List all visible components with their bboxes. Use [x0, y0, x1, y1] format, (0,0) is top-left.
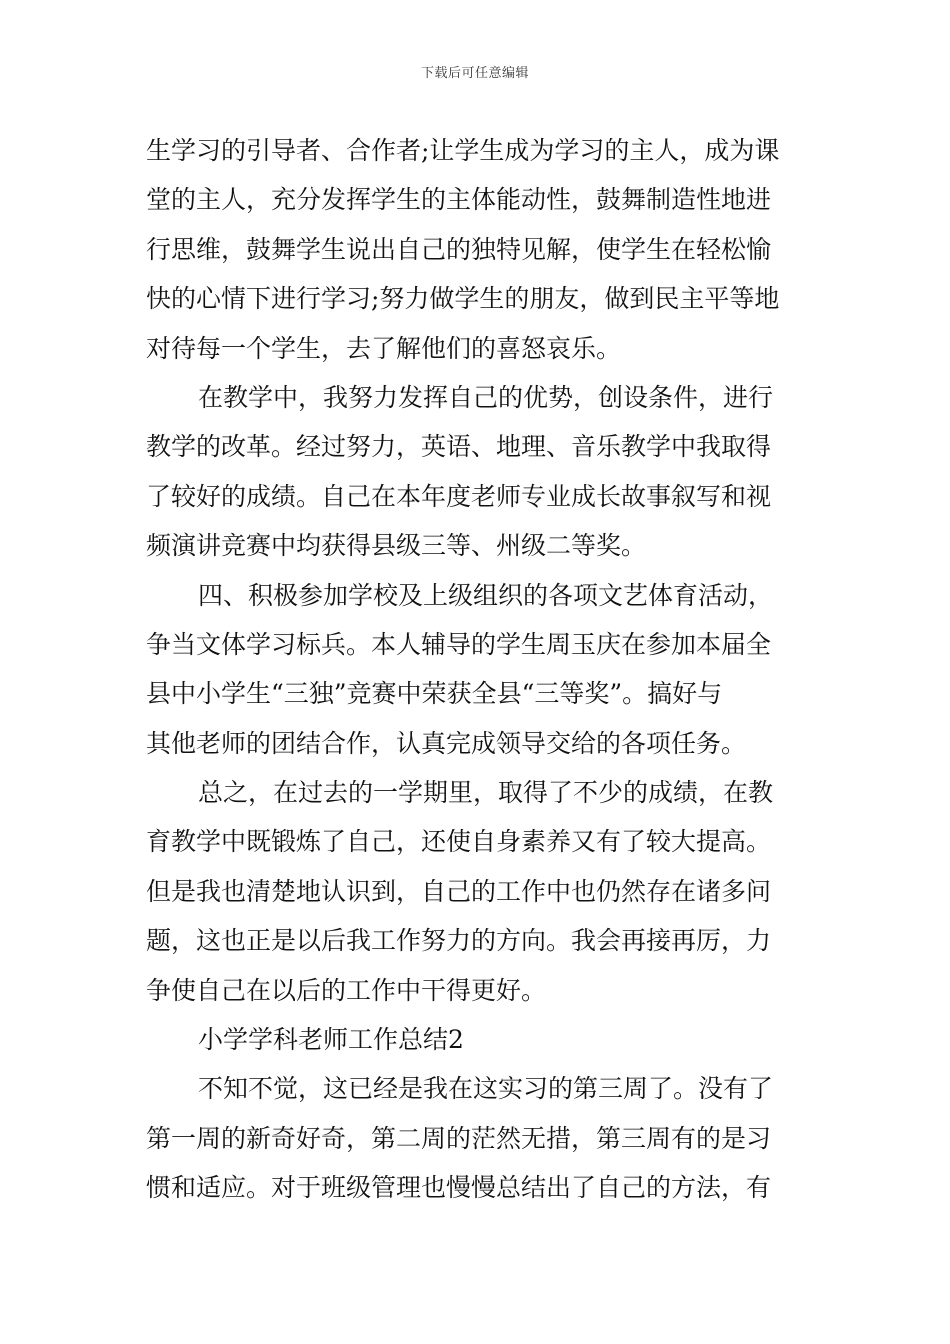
page-header-note: 下载后可任意编辑 — [420, 66, 529, 81]
text-line: 对待每一个学生，去了解他们的喜怒哀乐。 — [146, 333, 622, 363]
text-line: 频演讲竞赛中均获得县级三等、州级二等奖。 — [146, 531, 647, 561]
text-line: 小学学科老师工作总结2 — [198, 1025, 464, 1055]
text-line: 惯和适应。对于班级管理也慢慢总结出了自己的方法，有 — [146, 1173, 772, 1203]
text-line: 育教学中既锻炼了自己，还使自身素养又有了较大提高。 — [146, 827, 772, 857]
text-line: 教学的改革。经过努力，英语、地理、音乐教学中我取得 — [146, 432, 772, 462]
text-line: 了较好的成绩。自己在本年度老师专业成长故事叙写和视 — [146, 481, 772, 511]
text-line: 四、积极参加学校及上级组织的各项文艺体育活动， — [198, 580, 774, 610]
text-line: 快的心情下进行学习;努力做学生的朋友，做到民主平等地 — [146, 284, 780, 314]
document-body — [146, 126, 808, 1213]
text-line: 争使自己在以后的工作中干得更好。 — [146, 975, 547, 1005]
text-line: 总之，在过去的一学期里，取得了不少的成绩，在教 — [198, 778, 774, 808]
text-line: 但是我也清楚地认识到，自己的工作中也仍然存在诸多问 — [146, 876, 772, 906]
text-line: 争当文体学习标兵。本人辅导的学生周玉庆在参加本届全 — [146, 629, 772, 659]
text-line: 堂的主人，充分发挥学生的主体能动性，鼓舞制造性地进 — [146, 185, 772, 215]
text-line: 第一周的新奇好奇，第二周的茫然无措，第三周有的是习 — [146, 1123, 772, 1153]
text-line: 不知不觉，这已经是我在这实习的第三周了。没有了 — [198, 1074, 774, 1104]
text-line: 在教学中，我努力发挥自己的优势，创设条件，进行 — [198, 382, 774, 412]
text-line: 题，这也正是以后我工作努力的方向。我会再接再厉，力 — [146, 926, 772, 956]
text-line: 生学习的引导者、合作者;让学生成为学习的主人，成为课 — [146, 136, 780, 165]
text-line: 其他老师的团结合作，认真完成领导交给的各项任务。 — [146, 728, 747, 758]
text-line: 行思维，鼓舞学生说出自己的独特见解，使学生在轻松愉 — [146, 234, 772, 264]
text-line: 县中小学生“三独”竞赛中荣获全县“三等奖”。搞好与 — [146, 679, 723, 709]
